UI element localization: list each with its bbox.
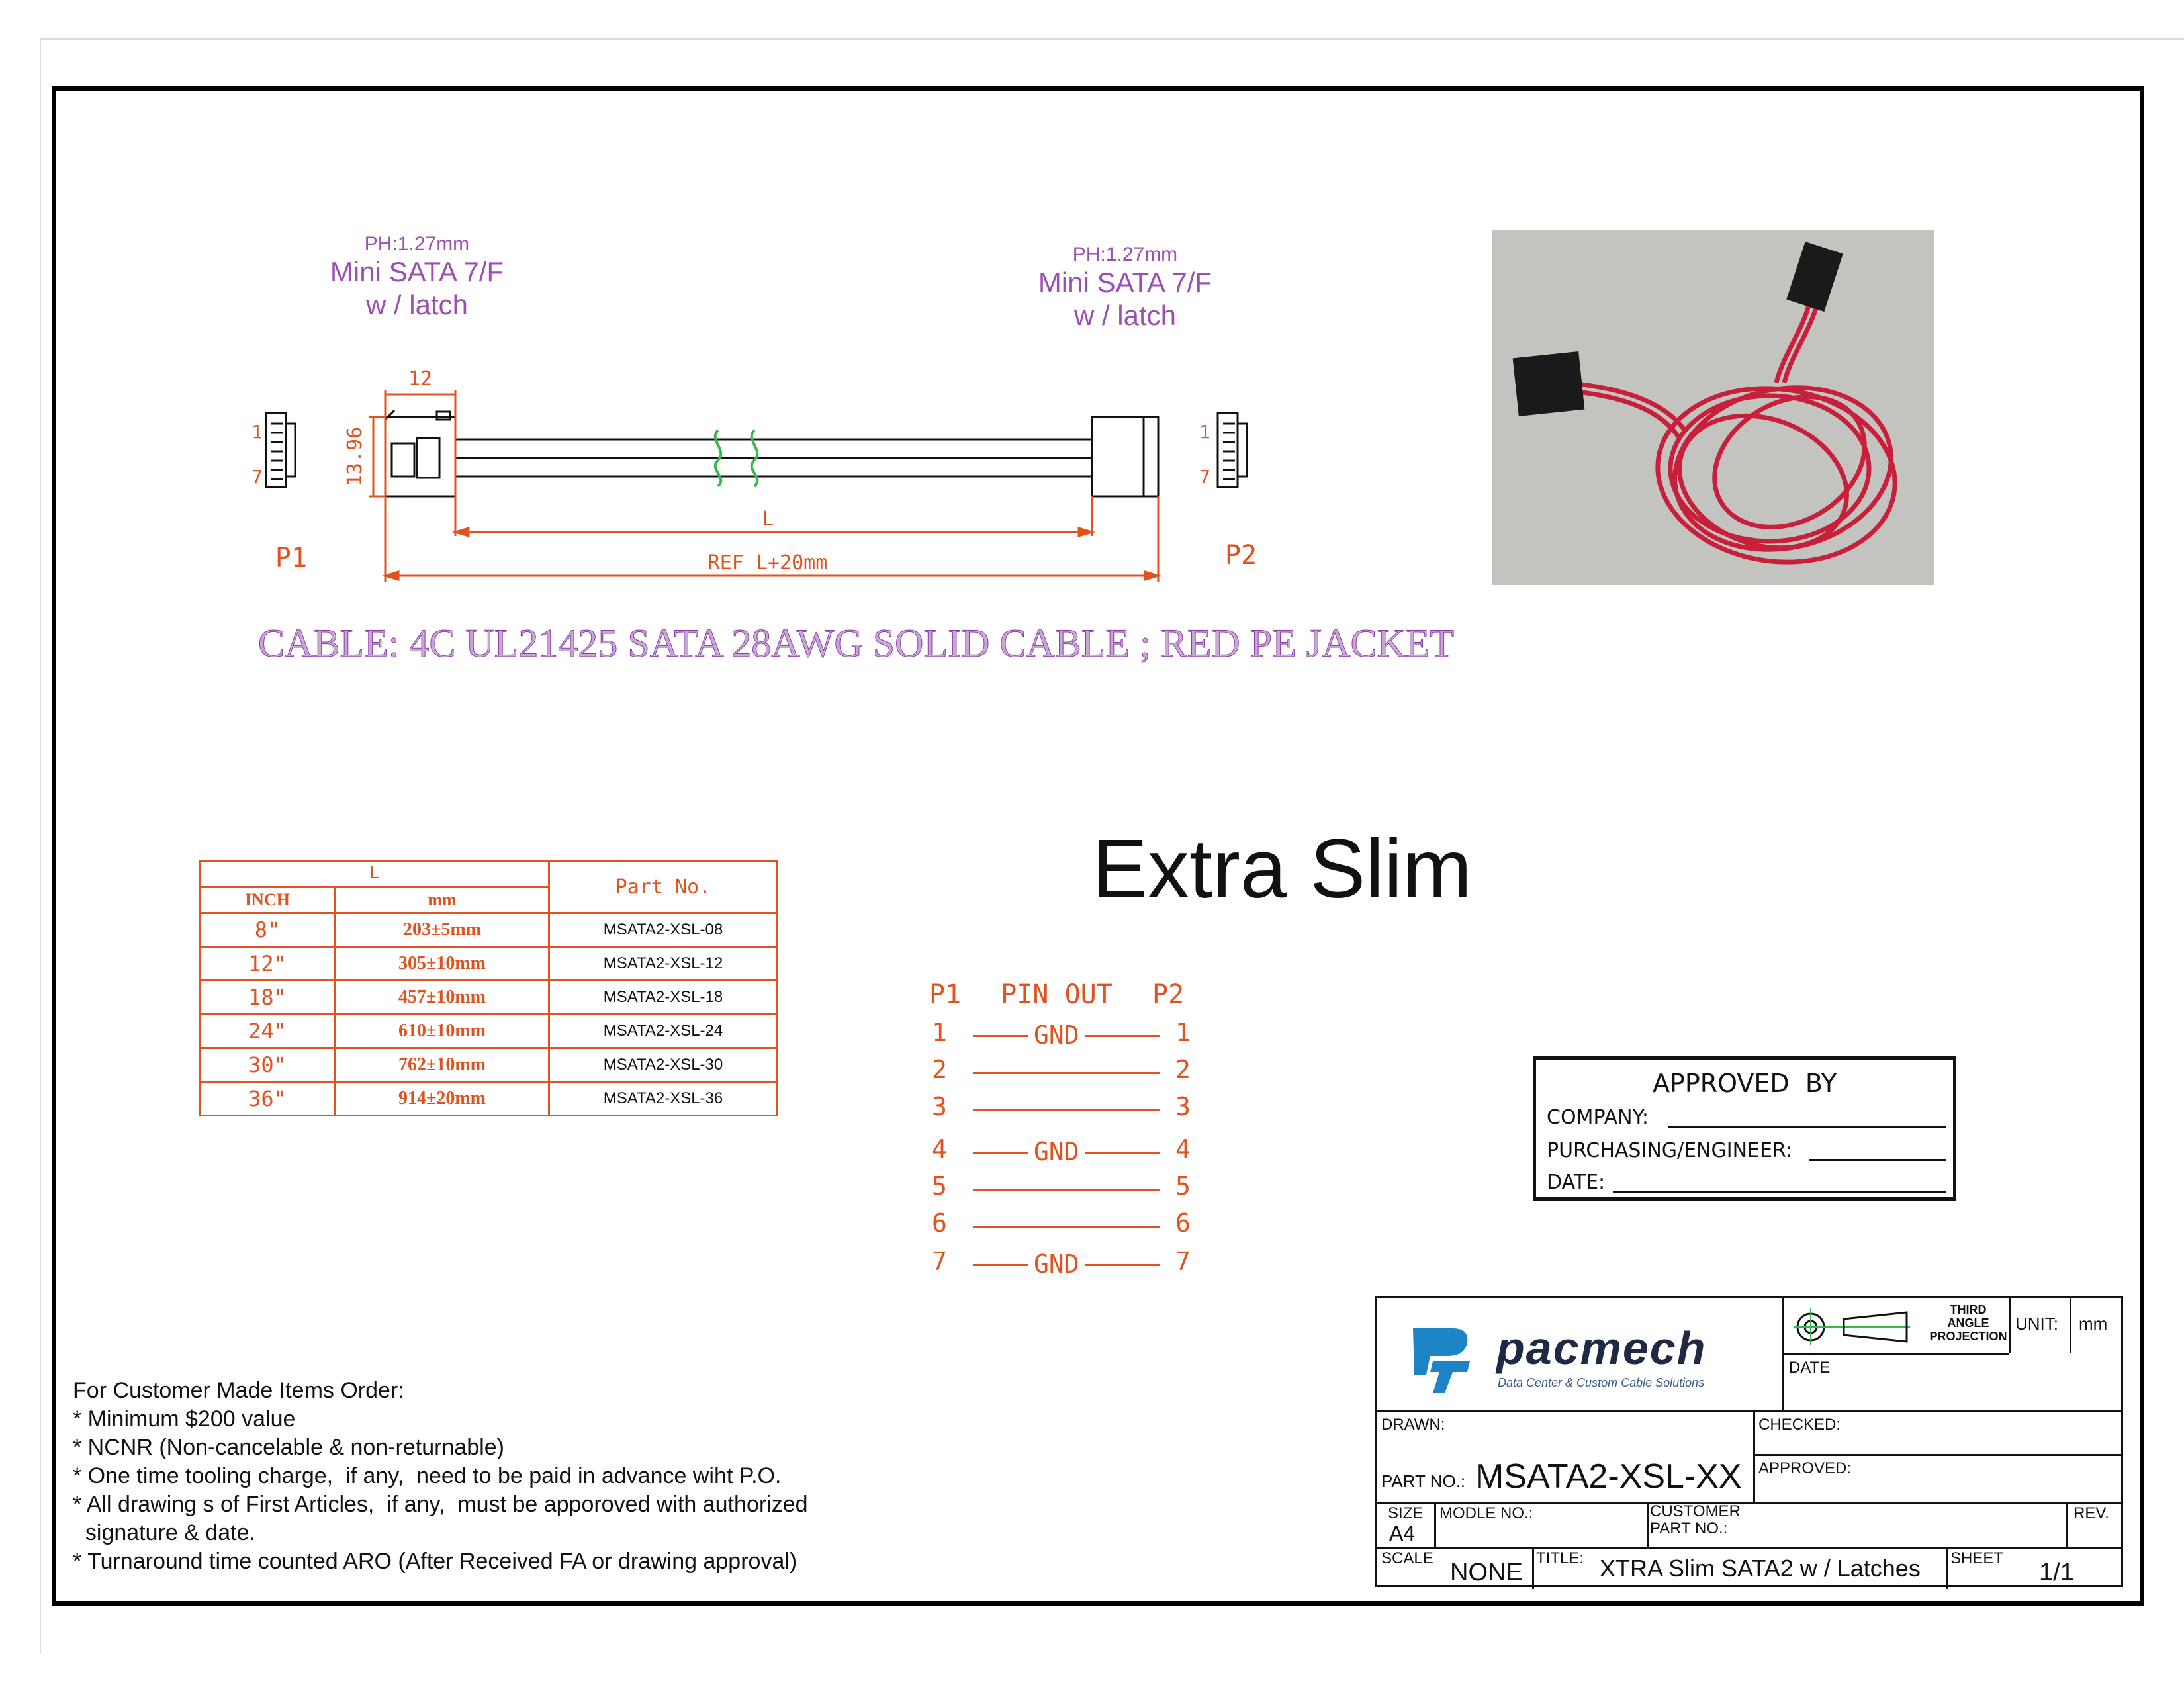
dim-length-label: L xyxy=(761,508,774,531)
list-item: * All drawing s of First Articles, if any, must be apporoved with authorized xyxy=(73,1492,808,1517)
cable-spec: CABLE: 4C UL21425 SATA 28AWG SOLID CABLE ; RED PE JACKET xyxy=(258,621,1455,665)
approval-date-row xyxy=(1547,1171,1605,1194)
customer-part-label: CUSTOMER PART NO.: xyxy=(1650,1502,1741,1537)
approved-label: APPROVED: xyxy=(1758,1459,1852,1477)
length-table-body xyxy=(200,913,778,1116)
pinout-p1-pin: 2 xyxy=(932,1055,947,1084)
pinout-row xyxy=(929,1055,1207,1088)
pinout-wire xyxy=(973,1226,1160,1228)
pinout-p2-label: P2 xyxy=(1152,979,1185,1010)
length-mm-cell: 610±10mm xyxy=(336,1015,549,1048)
length-mm-cell: 914±20mm xyxy=(336,1082,549,1116)
part-no-cell: MSATA2-XSL-36 xyxy=(549,1082,778,1116)
projection-label: THIRD ANGLE PROJECTION xyxy=(1929,1303,2007,1343)
length-mm-cell: 203±5mm xyxy=(336,913,549,947)
pinout-title: PIN OUT xyxy=(1001,979,1113,1010)
pinout-p1-pin: 6 xyxy=(932,1208,947,1238)
length-inch-cell: 8" xyxy=(200,913,336,947)
approval-company-label: COMPANY: xyxy=(1547,1106,1649,1129)
pinout-row xyxy=(929,1171,1207,1205)
p1-end-view xyxy=(266,413,295,487)
p1-pitch: PH:1.27mm xyxy=(364,233,470,255)
length-inch-cell: 24" xyxy=(200,1015,336,1048)
title-value: XTRA Slim SATA2 w / Latches xyxy=(1600,1555,1921,1582)
dim-ref-length-label: REF L+20mm xyxy=(707,551,828,574)
checked-label: CHECKED: xyxy=(1758,1416,1841,1434)
p2-label: P2 xyxy=(1224,540,1257,570)
pinout-p1-pin: 5 xyxy=(932,1171,947,1201)
length-table-header xyxy=(200,862,778,888)
table-row xyxy=(200,1082,778,1116)
cable-photo xyxy=(1492,230,1934,585)
pinout-p1-pin: 4 xyxy=(932,1134,947,1163)
approval-purchasing-label: PURCHASING/ENGINEER: xyxy=(1547,1139,1792,1162)
projection-symbol-icon xyxy=(1791,1307,1917,1347)
p1-pin-first: 1 xyxy=(251,421,263,443)
part-no-header: Part No. xyxy=(549,862,778,913)
cable-drawing xyxy=(225,357,1310,596)
pinout-header xyxy=(929,979,1194,1010)
table-row xyxy=(200,1015,778,1048)
mm-header: mm xyxy=(336,888,549,913)
list-item: * Turnaround time counted ARO (After Received FA or drawing approval) xyxy=(73,1549,797,1574)
sheet-value: 1/1 xyxy=(2039,1559,2074,1586)
length-group-header: L xyxy=(200,862,549,888)
logo-tagline: Data Center & Custom Cable Solutions xyxy=(1498,1376,1705,1389)
p1-connector-label xyxy=(304,233,529,322)
dim-height-label: 13.96 xyxy=(343,426,367,487)
p1-latch: w / latch xyxy=(365,289,469,320)
part-no-cell: MSATA2-XSL-30 xyxy=(549,1048,778,1082)
pinout-row xyxy=(929,1092,1207,1125)
p2-connector-label xyxy=(1013,244,1238,332)
pinout-p2-pin: 3 xyxy=(1175,1092,1191,1121)
pinout-p1-label: P1 xyxy=(929,979,962,1010)
approval-company-line xyxy=(1668,1126,1946,1128)
rev-label: REV. xyxy=(2073,1504,2109,1522)
p1-label: P1 xyxy=(275,543,308,573)
date-label: DATE xyxy=(1789,1359,1831,1377)
p1-pin-last: 7 xyxy=(251,466,263,488)
pinout-p2-pin: 2 xyxy=(1175,1055,1191,1084)
pinout-p2-pin: 7 xyxy=(1175,1247,1191,1276)
model-no-label: MODLE NO.: xyxy=(1439,1504,1533,1522)
p2-connector-side xyxy=(1092,417,1158,496)
part-no-cell: MSATA2-XSL-18 xyxy=(549,981,778,1015)
length-inch-cell: 18" xyxy=(200,981,336,1015)
notes-list xyxy=(73,1405,933,1576)
projection-cell xyxy=(1784,1298,2009,1355)
p1-name: Mini SATA 7/F xyxy=(330,256,504,287)
pinout-signal: GND xyxy=(1028,1137,1085,1166)
p2-end-view xyxy=(1218,413,1247,487)
title-block xyxy=(1375,1296,2123,1587)
sheet-label: SHEET xyxy=(1950,1549,2004,1567)
part-no-cell: MSATA2-XSL-24 xyxy=(549,1015,778,1048)
table-row xyxy=(200,947,778,981)
headline: Extra Slim xyxy=(1092,822,1473,915)
p1-connector-side xyxy=(385,410,455,496)
page-top-line xyxy=(40,38,2184,40)
pinout-row xyxy=(929,1208,1207,1242)
part-no-value: MSATA2-XSL-XX xyxy=(1475,1457,1742,1496)
pinout-p2-pin: 4 xyxy=(1175,1134,1191,1163)
table-row xyxy=(200,913,778,947)
length-inch-cell: 36" xyxy=(200,1082,336,1116)
part-no-cell: MSATA2-XSL-08 xyxy=(549,913,778,947)
p2-name: Mini SATA 7/F xyxy=(1038,267,1212,298)
approval-date-label: DATE: xyxy=(1547,1171,1606,1194)
pinout-wire xyxy=(973,1109,1160,1111)
drawn-label: DRAWN: xyxy=(1381,1416,1445,1434)
pinout-p1-pin: 7 xyxy=(932,1247,947,1276)
size-value: A4 xyxy=(1389,1522,1416,1545)
cable-body xyxy=(455,439,1092,477)
p2-pin-last: 7 xyxy=(1199,466,1210,488)
scale-label: SCALE xyxy=(1381,1549,1433,1567)
part-no-cell: MSATA2-XSL-12 xyxy=(549,947,778,981)
pinout-signal: GND xyxy=(1028,1250,1085,1279)
length-mm-cell: 762±10mm xyxy=(336,1048,549,1082)
length-inch-cell: 30" xyxy=(200,1048,336,1082)
scale-value: NONE xyxy=(1450,1559,1523,1586)
list-item: * Minimum $200 value xyxy=(73,1406,296,1432)
pinout-p1-pin: 1 xyxy=(932,1018,947,1047)
list-item: * One time tooling charge, if any, need to be paid in advance wiht P.O. xyxy=(73,1463,782,1488)
length-mm-cell: 457±10mm xyxy=(336,981,549,1015)
pinout-p2-pin: 5 xyxy=(1175,1171,1191,1201)
notes-title: For Customer Made Items Order: xyxy=(73,1378,404,1403)
pinout-p2-pin: 1 xyxy=(1175,1018,1191,1047)
length-table xyxy=(199,860,778,1116)
logo-area xyxy=(1377,1298,1782,1410)
length-mm-cell: 305±10mm xyxy=(336,947,549,981)
p2-pin-first: 1 xyxy=(1199,421,1210,443)
title-label: TITLE: xyxy=(1536,1549,1584,1567)
pinout-p2-pin: 6 xyxy=(1175,1208,1191,1238)
list-item: * NCNR (Non-cancelable & non-returnable) xyxy=(73,1435,504,1460)
pinout-signal: GND xyxy=(1028,1021,1085,1050)
approval-title: APPROVED BY xyxy=(1652,1069,1837,1098)
list-item: signature & date. xyxy=(73,1520,255,1545)
dim-width-label: 12 xyxy=(408,367,433,390)
approval-box xyxy=(1533,1056,1956,1201)
inch-header: INCH xyxy=(200,888,336,913)
pinout-row xyxy=(929,1134,1207,1167)
pinout-wire xyxy=(973,1189,1160,1191)
approval-company-row xyxy=(1547,1106,1649,1129)
table-row xyxy=(200,1048,778,1082)
size-label: SIZE xyxy=(1388,1504,1424,1522)
length-inch-cell: 12" xyxy=(200,947,336,981)
unit-label: UNIT: xyxy=(2015,1314,2058,1334)
pinout-p1-pin: 3 xyxy=(932,1092,947,1121)
pinout-rows xyxy=(929,1018,1207,1296)
approval-purchasing-line xyxy=(1809,1159,1946,1161)
unit-value: mm xyxy=(2079,1314,2108,1334)
table-row xyxy=(200,981,778,1015)
page-left-line xyxy=(40,38,41,1653)
pinout-row xyxy=(929,1018,1207,1051)
customer-notes xyxy=(73,1377,933,1576)
pactech-logo-mark xyxy=(1406,1322,1473,1394)
p2-latch: w / latch xyxy=(1073,300,1177,331)
approval-purchasing-row xyxy=(1547,1139,1792,1162)
pinout-row xyxy=(929,1247,1207,1280)
logo-name: pacтech xyxy=(1496,1322,1707,1374)
p2-pitch: PH:1.27mm xyxy=(1072,244,1178,265)
pinout-wire xyxy=(973,1072,1160,1074)
part-no-label: PART NO.: xyxy=(1381,1471,1466,1491)
approval-date-line xyxy=(1613,1191,1946,1193)
